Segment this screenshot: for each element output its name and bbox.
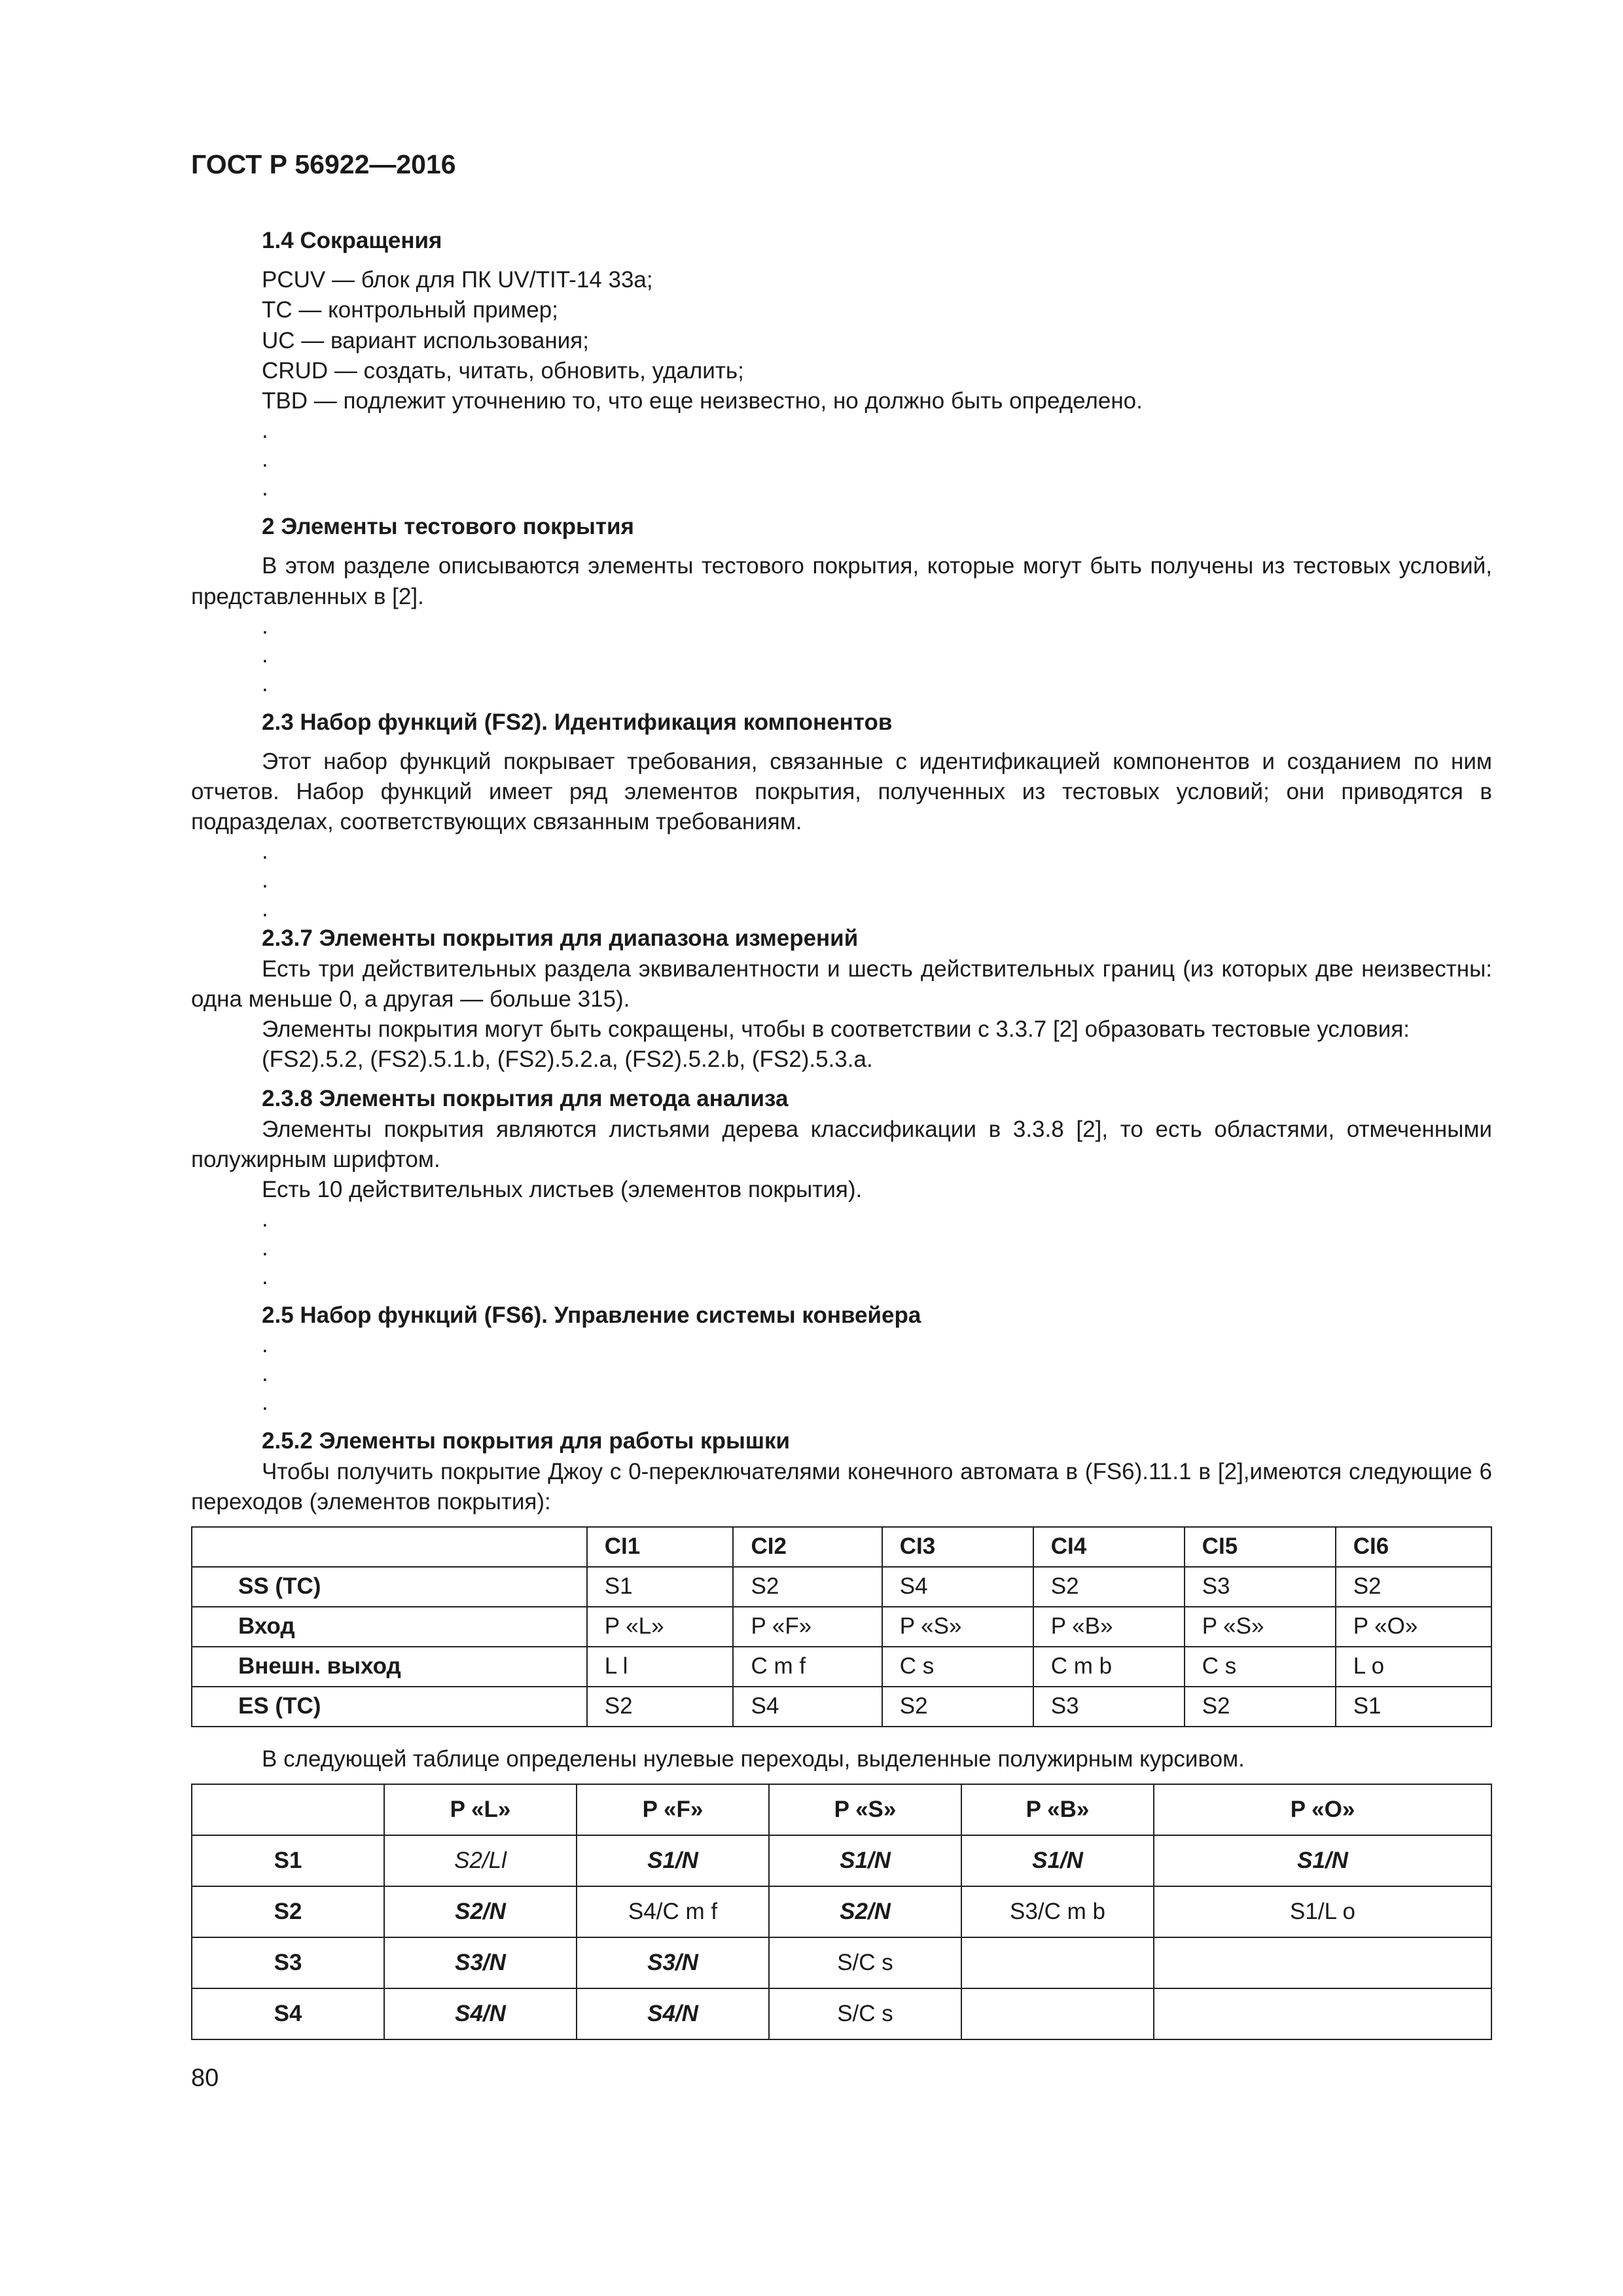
table-cell: S4/N (577, 1988, 769, 2039)
section-1-4-title: 1.4 Сокращения (262, 228, 442, 253)
table-cell: S1/L o (1154, 1886, 1491, 1937)
section-2-3-7-conditions: (FS2).5.2, (FS2).5.1.b, (FS2).5.2.a, (FS2).5.2.b, (FS2).5.3.a. (262, 1047, 873, 1073)
table-row (192, 1988, 1491, 2039)
table-cell (192, 1784, 384, 1835)
table-cell: S2/Ll (384, 1835, 577, 1886)
section-2-title: 2 Элементы тестового покрытия (262, 514, 634, 540)
table-cell (961, 1937, 1154, 1988)
table-cell: C s (882, 1647, 1033, 1687)
document-header: ГОСТ Р 56922—2016 (191, 149, 456, 179)
table-row (192, 1687, 1491, 1727)
row-header: S3 (192, 1937, 384, 1988)
table-cell: S3/N (384, 1937, 577, 1988)
table-cell: S3/N (577, 1937, 769, 1988)
table-cell (961, 1988, 1154, 2039)
section-2-5-2-text: Чтобы получить покрытие Джоу с 0-переключателями конечного автомата в (FS6).11.1 в [2],имеются следующие 6 переходов (элементов покрытия): (191, 1458, 1492, 1515)
ellipsis-dots: . . . (262, 418, 268, 501)
section-2-3-text: Этот набор функций покрывает требования, связанные с идентификацией компонентов и созданием по ним отчетов. Набор функций имеет ряд элементов покрытия, полученных из тестовых условий; они приводятся в подразделах, соответствующих связанным требованиям. (191, 748, 1492, 835)
table-cell: S2/N (769, 1886, 961, 1937)
table-cell: C m f (733, 1647, 882, 1687)
section-2-3-8-text: Элементы покрытия являются листьями дерева классификации в 3.3.8 [2], то есть областями, отмеченными полужирным шрифтом. (191, 1116, 1492, 1172)
document-body (191, 226, 1492, 2040)
table-cell: C s (1185, 1647, 1336, 1687)
ellipsis-dots: . . . (262, 838, 268, 922)
table-cell: L o (1336, 1647, 1491, 1687)
table-cell: S2/N (384, 1886, 577, 1937)
table-cell: CI3 (882, 1527, 1033, 1567)
table-cell: S4/C m f (577, 1886, 769, 1937)
table-intro-text: В следующей таблице определены нулевые переходы, выделенные полужирным курсивом. (262, 1746, 1245, 1772)
table-cell: P «O» (1336, 1607, 1491, 1647)
ellipsis-dots: . . . (262, 1332, 268, 1416)
table-cell: S1/N (577, 1835, 769, 1886)
row-header: ES (TC) (192, 1687, 587, 1727)
table-cell: P «L» (587, 1607, 734, 1647)
table-cell: P «F» (577, 1784, 769, 1835)
table-cell: S2 (882, 1687, 1033, 1727)
section-2-3-title: 2.3 Набор функций (FS2). Идентификация компонентов (262, 709, 893, 735)
table-cell (192, 1527, 587, 1567)
table-row (192, 1567, 1491, 1607)
section-2-3-8-text: Есть 10 действительных листьев (элементов покрытия). (262, 1176, 863, 1202)
table-cell: P «O» (1154, 1784, 1491, 1835)
table-cell: P «S» (1185, 1607, 1336, 1647)
section-2-text: В этом разделе описываются элементы тестового покрытия, которые могут быть получены из тестовых условий, представленных в [2]. (191, 553, 1492, 609)
table-cell: CI6 (1336, 1527, 1491, 1567)
table-cell: CI1 (587, 1527, 734, 1567)
table-header-row (192, 1784, 1491, 1835)
table-cell: S4 (882, 1567, 1033, 1607)
table-row (192, 1835, 1491, 1886)
table-cell: L l (587, 1647, 734, 1687)
section-2-3-7-text: Элементы покрытия могут быть сокращены, чтобы в соответствии с 3.3.7 [2] образовать тестовые условия: (262, 1016, 1410, 1042)
table-cell: S1 (1336, 1687, 1491, 1727)
table-cell: S1/N (961, 1835, 1154, 1886)
table-row (192, 1647, 1491, 1687)
table-cell: S2 (1336, 1567, 1491, 1607)
table-cell: P «S» (769, 1784, 961, 1835)
ellipsis-dots: . . . (262, 613, 268, 696)
section-2-3-8-title: 2.3.8 Элементы покрытия для метода анализа (262, 1086, 789, 1112)
table-cell (1154, 1937, 1491, 1988)
table-row (192, 1886, 1491, 1937)
table-row (192, 1937, 1491, 1988)
section-2-3-7-text: Есть три действительных раздела эквивалентности и шесть действительных границ (из которых две неизвестны: одна меньше 0, а другая — больше 315). (191, 956, 1492, 1012)
table-cell: S2 (1033, 1567, 1185, 1607)
table-cell: S1/N (1154, 1835, 1491, 1886)
row-header: SS (TC) (192, 1567, 587, 1607)
table-cell: S3 (1185, 1567, 1336, 1607)
abbrev-line: UC — вариант использования; (262, 327, 589, 353)
table-header-row (192, 1527, 1491, 1567)
row-header: S2 (192, 1886, 384, 1937)
ellipsis-dots: . . . (262, 1206, 268, 1290)
section-2-3-7-title: 2.3.7 Элементы покрытия для диапазона измерений (262, 925, 859, 952)
table-cell: P «L» (384, 1784, 577, 1835)
page-number: 80 (191, 2064, 219, 2092)
abbrev-line: TBD — подлежит уточнению то, что еще неизвестно, но должно быть определено. (262, 387, 1143, 414)
abbrev-line: CRUD — создать, читать, обновить, удалить; (262, 357, 744, 384)
table-row (192, 1607, 1491, 1647)
table-cell: S4/N (384, 1988, 577, 2039)
table-cell: C m b (1033, 1647, 1185, 1687)
table-cell: P «B» (961, 1784, 1154, 1835)
table-cell: S3/C m b (961, 1886, 1154, 1937)
abbrev-line: TC — контрольный пример; (262, 297, 558, 323)
row-header: Вход (192, 1607, 587, 1647)
section-2-5-2-title: 2.5.2 Элементы покрытия для работы крышки (262, 1428, 791, 1454)
table-cell: S2 (1185, 1687, 1336, 1727)
table-cell: S2 (587, 1687, 734, 1727)
transitions-table (191, 1526, 1492, 1727)
table-cell (1154, 1988, 1491, 2039)
table-cell: S1 (587, 1567, 734, 1607)
null-transitions-table (191, 1784, 1492, 2040)
table-cell: P «B» (1033, 1607, 1185, 1647)
row-header: S1 (192, 1835, 384, 1886)
table-cell: S2 (733, 1567, 882, 1607)
table-cell: CI4 (1033, 1527, 1185, 1567)
row-header: S4 (192, 1988, 384, 2039)
table-cell: P «S» (882, 1607, 1033, 1647)
table-cell: S3 (1033, 1687, 1185, 1727)
table-cell: S4 (733, 1687, 882, 1727)
table-cell: CI2 (733, 1527, 882, 1567)
table-cell: S/C s (769, 1937, 961, 1988)
table-cell: S/C s (769, 1988, 961, 2039)
table-cell: S1/N (769, 1835, 961, 1886)
abbrev-line: PCUV — блок для ПК UV/TIT-14 33a; (262, 267, 653, 293)
section-2-5-title: 2.5 Набор функций (FS6). Управление системы конвейера (262, 1302, 921, 1329)
table-cell: CI5 (1185, 1527, 1336, 1567)
table-cell: P «F» (733, 1607, 882, 1647)
row-header: Внешн. выход (192, 1647, 587, 1687)
